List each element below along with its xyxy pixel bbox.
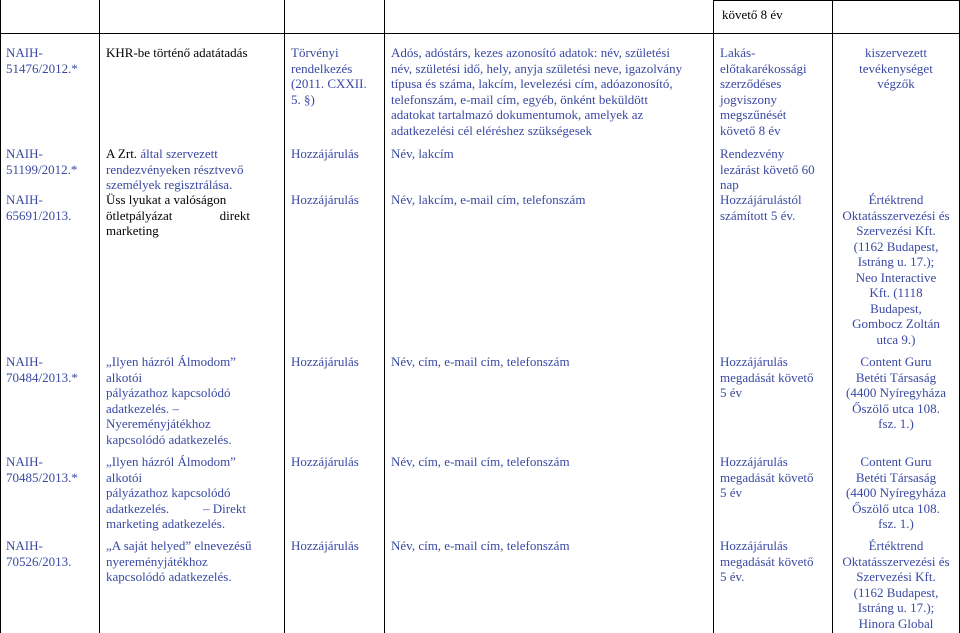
row-2-purpose: A Zrt. által szervezett rendezvényeken résztvevő személyek regisztrálása. — [106, 146, 244, 192]
row-1-processor: kiszervezett tevékenységet végzők — [859, 45, 933, 91]
row-1-id: NAIH- 51476/2012.* — [6, 45, 78, 76]
row-2-legal-basis: Hozzájárulás — [291, 146, 359, 161]
row-3-id: NAIH- 65691/2013. — [6, 192, 72, 223]
retention-continued: követő 8 év — [722, 7, 783, 22]
row-6-purpose: „A saját helyed” elnevezésű nyereményjátékhoz kapcsolódó adatkezelés. — [106, 538, 252, 584]
row-5-id: NAIH- 70485/2013.* — [6, 454, 78, 485]
row-2-id: NAIH- 51199/2012.* — [6, 146, 78, 177]
col-rule-4 — [713, 0, 714, 633]
row-5-data: Név, cím, e-mail cím, telefonszám — [391, 454, 570, 469]
row-1-retention: Lakás- előtakarékossági szerződéses jogviszony megszűnését követő 8 év — [720, 45, 807, 138]
row-2-retention: Rendezvény lezárást követő 60 nap — [720, 146, 815, 192]
row-6-id: NAIH- 70526/2013. — [6, 538, 72, 569]
row-4-processor: Content Guru Betéti Társaság (4400 Nyíregyháza Őszölő utca 108. fsz. 1.) — [846, 354, 946, 431]
col-rule-3 — [384, 0, 385, 633]
header-rule — [713, 0, 960, 1]
row-4-data: Név, cím, e-mail cím, telefonszám — [391, 354, 570, 369]
row-6-retention: Hozzájárulás megadását követő 5 év. — [720, 538, 814, 584]
col-rule-2 — [284, 0, 285, 633]
row-5-processor: Content Guru Betéti Társaság (4400 Nyíregyháza Őszölő utca 108. fsz. 1.) — [846, 454, 946, 531]
row-1-data: Adós, adóstárs, kezes azonosító adatok: név, születési név, születési idő, hely, anyja születési neve, igazolvány típusa és száma, lakcím, levelezési cím, adóazonosító, telefonszám, e-mail cím, egyéb, önként beküldött adatokat tartalmazó dokumentumok, amelyek az adatkezelési cél eléréshez szükségesek — [391, 45, 683, 138]
row-3-legal-basis: Hozzájárulás — [291, 192, 359, 207]
row-3-data: Név, lakcím, e-mail cím, telefonszám — [391, 192, 586, 207]
row-4-retention: Hozzájárulás megadását követő 5 év — [720, 354, 814, 400]
row-4-legal-basis: Hozzájárulás — [291, 354, 359, 369]
col-rule-1 — [99, 0, 100, 633]
row-4-id: NAIH- 70484/2013.* — [6, 354, 78, 385]
col-rule-0 — [0, 0, 1, 633]
row-5-purpose: „Ilyen házról Álmodom” alkotói pályázathoz kapcsolódó adatkezelés. – Direkt marketing adatkezelés. — [106, 454, 246, 531]
row-3-retention: Hozzájárulástól számított 5 év. — [720, 192, 802, 223]
row-5-retention: Hozzájárulás megadását követő 5 év — [720, 454, 814, 500]
row-5-legal-basis: Hozzájárulás — [291, 454, 359, 469]
row-6-legal-basis: Hozzájárulás — [291, 538, 359, 553]
row-2-data: Név, lakcím — [391, 146, 454, 161]
table-top-rule — [0, 33, 960, 34]
row-3-purpose: Üss lyukat a valóságon ötletpályázat direkt marketing — [106, 192, 250, 238]
row-3-processor: Értéktrend Oktatásszervezési és Szervezési Kft. (1162 Budapest, Istráng u. 17.); Neo Interactive Kft. (1118 Budapest, Gombocz Zoltán utca 9.) — [842, 192, 950, 347]
row-6-processor: Értéktrend Oktatásszervezési és Szervezési Kft. (1162 Budapest, Istráng u. 17.); Hinora Global — [842, 538, 950, 631]
row-1-purpose: KHR-be történő adatátadás — [106, 45, 248, 60]
row-6-data: Név, cím, e-mail cím, telefonszám — [391, 538, 570, 553]
col-rule-5 — [832, 0, 833, 633]
row-1-legal-basis: Törvényi rendelkezés (2011. CXXII. 5. §) — [291, 45, 367, 107]
row-4-purpose: „Ilyen házról Álmodom” alkotói pályázathoz kapcsolódó adatkezelés. – Nyereményjátékhoz kapcsolódó adatkezelés. — [106, 354, 236, 447]
